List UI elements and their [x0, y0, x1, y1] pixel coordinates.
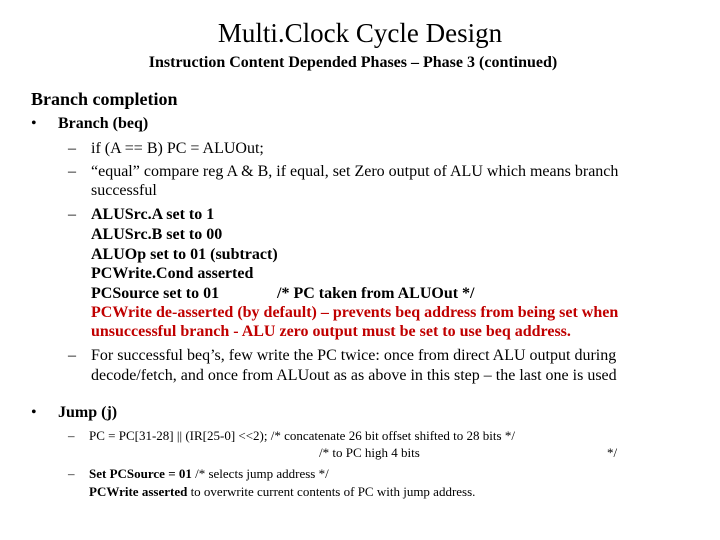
branch-item-alusrca: ALUSrc.A set to 1 [91, 206, 215, 223]
jump-pcsource-rest: /* selects jump address */ [191, 466, 329, 481]
branch-item-alusrcb: ALUSrc.B set to 00 [91, 226, 223, 243]
branch-item-decode: decode/fetch, and once from ALUout as as above in this step – the last one is used [91, 367, 617, 384]
jump-pcwrite-line [89, 484, 475, 500]
dash-marker: – [68, 206, 76, 223]
jump-pc-line-comment-end: */ [607, 445, 618, 460]
dash-marker: – [68, 466, 75, 481]
dash-marker: – [68, 163, 76, 180]
dash-marker: – [68, 347, 76, 364]
branch-label: Branch (beq) [58, 115, 149, 132]
branch-item-pcwritecond: PCWrite.Cond asserted [91, 265, 254, 282]
jump-pcwrite-rest: to overwrite current contents of PC with jump address. [187, 484, 476, 499]
jump-pc-line: PC = PC[31-28] || (IR[25-0] <<2); /* concatenate 26 bit offset shifted to 28 bits */ [89, 428, 515, 443]
branch-item-aluop: ALUOp set to 01 (subtract) [91, 246, 278, 263]
branch-item-twice: For successful beq’s, few write the PC twice: once from direct ALU output during [91, 347, 617, 364]
jump-label: Jump (j) [58, 404, 118, 421]
branch-item-if: if (A == B) PC = ALUOut; [91, 140, 264, 157]
bullet-marker-jump: • [31, 404, 37, 421]
branch-item-pcwrite-red: PCWrite de-asserted (by default) – prevents beq address from being set when [91, 304, 619, 321]
slide-subtitle: Instruction Content Depended Phases – Phase 3 (continued) [148, 54, 558, 71]
jump-pcwrite-bold: PCWrite asserted [89, 484, 188, 499]
dash-marker: – [68, 428, 75, 443]
jump-pc-line-comment: /* to PC high 4 bits [319, 445, 420, 460]
dash-marker: – [68, 140, 76, 157]
slide-title: Multi.Clock Cycle Design [217, 18, 503, 48]
branch-item-pcsource: PCSource set to 01 [91, 285, 220, 302]
branch-item-equal: “equal” compare reg A & B, if equal, set Zero output of ALU which means branch [91, 163, 619, 180]
branch-item-unsuccessful-red: unsuccessful branch - ALU zero output must be set to use beq address. [91, 323, 571, 340]
jump-pcsource-bold: Set PCSource = 01 [89, 466, 192, 481]
branch-item-pcsource-comment: /* PC taken from ALUOut */ [277, 285, 475, 302]
bullet-marker-branch: • [31, 115, 37, 132]
section-heading: Branch completion [31, 89, 178, 109]
jump-pcsource-line [89, 466, 329, 482]
branch-item-successful: successful [91, 182, 157, 199]
